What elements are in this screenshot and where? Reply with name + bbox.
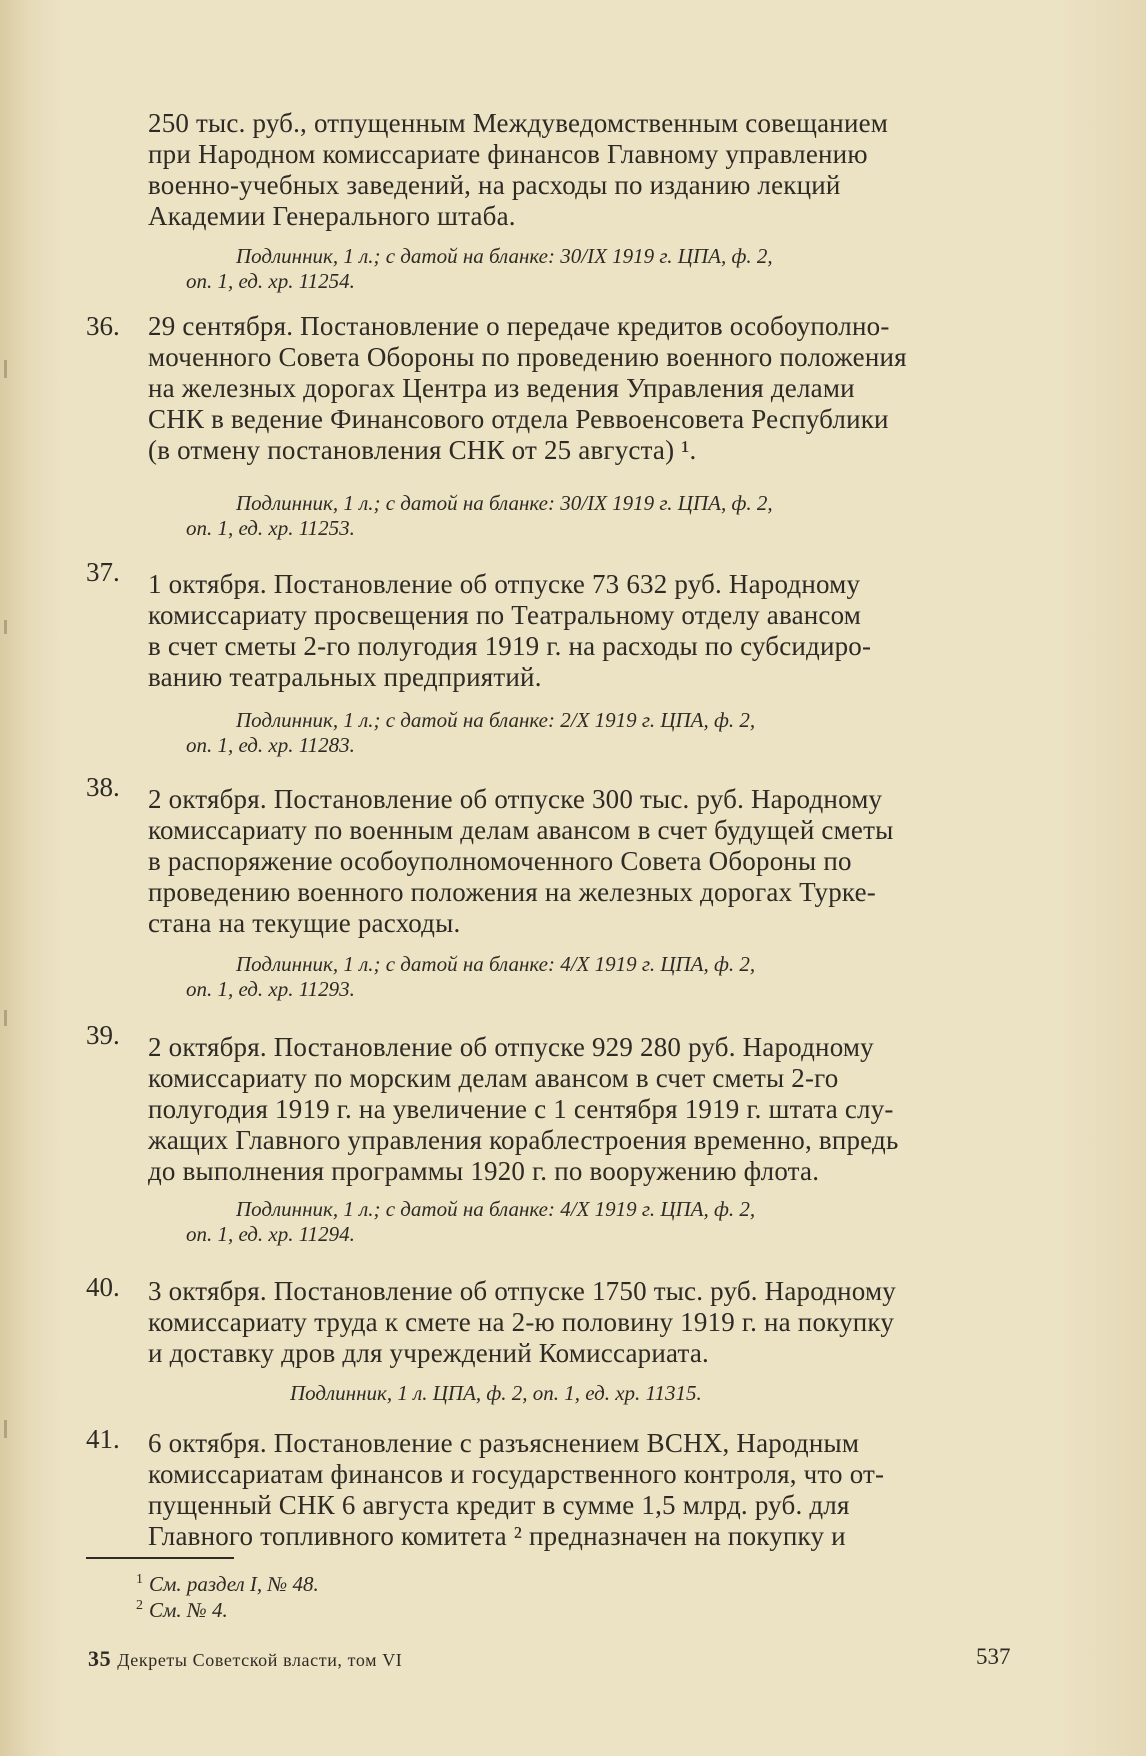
text-line: моченного Совета Обороны по проведению военного положения bbox=[148, 342, 907, 372]
text-line: при Народном комиссариате финансов Главному управлению bbox=[148, 139, 868, 169]
text-line: и доставку дров для учреждений Комиссариата. bbox=[148, 1338, 709, 1368]
text-line: СНК в ведение Финансового отдела Реввоенсовета Республики bbox=[148, 404, 889, 434]
entry-source-note bbox=[186, 491, 1024, 541]
source-line: оп. 1, ед. хр. 11293. bbox=[186, 977, 355, 1001]
entry-number: 37. bbox=[86, 557, 120, 587]
entry-number: 36. bbox=[86, 311, 120, 341]
source-line: оп. 1, ед. хр. 11294. bbox=[186, 1222, 355, 1246]
entry-number: 40. bbox=[86, 1272, 120, 1302]
page-footer-title bbox=[88, 1646, 402, 1672]
footnote-mark: 1 bbox=[136, 1572, 143, 1587]
text-line: 6 октября. Постановление с разъяснением ВСНХ, Народным bbox=[148, 1428, 860, 1458]
text-line: 250 тыс. руб., отпущенным Междуведомственным совещанием bbox=[148, 108, 889, 138]
text-line: (в отмену постановления СНК от 25 августа) ¹. bbox=[148, 435, 697, 465]
source-line: Подлинник, 1 л.; с датой на бланке: 4/X 1919 г. ЦПА, ф. 2, bbox=[236, 1197, 756, 1221]
source-line: оп. 1, ед. хр. 11254. bbox=[186, 269, 355, 293]
source-line: Подлинник, 1 л.; с датой на бланке: 30/IX 1919 г. ЦПА, ф. 2, bbox=[236, 244, 773, 268]
text-line: полугодия 1919 г. на увеличение с 1 сентября 1919 г. штата слу- bbox=[148, 1094, 894, 1124]
source-line: Подлинник, 1 л.; с датой на бланке: 4/X 1919 г. ЦПА, ф. 2, bbox=[236, 952, 756, 976]
entry-number: 38. bbox=[86, 772, 120, 802]
text-line: пущенный СНК 6 августа кредит в сумме 1,5 млрд. руб. для bbox=[148, 1490, 850, 1520]
entry-source-note bbox=[186, 1197, 1024, 1247]
source-line: Подлинник, 1 л.; с датой на бланке: 30/IX 1919 г. ЦПА, ф. 2, bbox=[236, 491, 773, 515]
entry-text bbox=[148, 311, 1024, 466]
text-line: комиссариату по военным делам авансом в счет будущей сметы bbox=[148, 815, 894, 845]
entry-source-note bbox=[186, 244, 1024, 294]
text-line: до выполнения программы 1920 г. по вооружению флота. bbox=[148, 1156, 820, 1186]
entry-number: 39. bbox=[86, 1020, 120, 1050]
entry-text bbox=[148, 784, 1024, 939]
page-number: 537 bbox=[976, 1644, 1011, 1669]
text-line: на железных дорогах Центра из ведения Управления делами bbox=[148, 373, 855, 403]
text-line: 2 октября. Постановление об отпуске 929 280 руб. Народному bbox=[148, 1032, 874, 1062]
text-line: в счет сметы 2-го полугодия 1919 г. на расходы по субсидиро- bbox=[148, 631, 872, 661]
footnote-text: См. раздел I, № 48. bbox=[149, 1572, 319, 1596]
entry-source-note bbox=[186, 952, 1024, 1002]
binding-mark bbox=[4, 620, 7, 634]
binding-mark bbox=[4, 360, 7, 378]
footnote-divider bbox=[86, 1557, 234, 1559]
binding-mark bbox=[4, 1010, 7, 1026]
text-line: 29 сентября. Постановление о передаче кредитов особоуполно- bbox=[148, 311, 890, 341]
entry-source-note bbox=[186, 708, 1024, 758]
book-title: Декреты Советской власти, том VI bbox=[117, 1650, 403, 1670]
entry-continuation-text bbox=[148, 108, 1024, 232]
entry-text bbox=[148, 1032, 1024, 1187]
text-line: комиссариату просвещения по Театральному отделу авансом bbox=[148, 600, 862, 630]
text-line: 2 октября. Постановление об отпуске 300 тыс. руб. Народному bbox=[148, 784, 883, 814]
footnote bbox=[136, 1594, 228, 1622]
text-line: ванию театральных предприятий. bbox=[148, 662, 542, 692]
signature-mark: 35 bbox=[88, 1646, 112, 1671]
text-line: проведению военного положения на железных дорогах Турке- bbox=[148, 877, 876, 907]
source-line: оп. 1, ед. хр. 11283. bbox=[186, 733, 355, 757]
entry-text bbox=[148, 1428, 1024, 1552]
text-line: комиссариату труда к смете на 2-ю половину 1919 г. на покупку bbox=[148, 1307, 895, 1337]
footnote bbox=[136, 1568, 319, 1596]
entry-text bbox=[148, 1276, 1024, 1369]
text-line: 1 октября. Постановление об отпуске 73 632 руб. Народному bbox=[148, 569, 861, 599]
text-line: комиссариатам финансов и государственного контроля, что от- bbox=[148, 1459, 885, 1489]
source-line: оп. 1, ед. хр. 11253. bbox=[186, 516, 355, 540]
text-line: в распоряжение особоуполномоченного Совета Обороны по bbox=[148, 846, 852, 876]
entry-text bbox=[148, 569, 1024, 693]
source-line: Подлинник, 1 л.; с датой на бланке: 2/X 1919 г. ЦПА, ф. 2, bbox=[236, 708, 756, 732]
binding-mark bbox=[4, 1420, 7, 1438]
text-line: 3 октября. Постановление об отпуске 1750 тыс. руб. Народному bbox=[148, 1276, 896, 1306]
text-line: комиссариату по морским делам авансом в счет сметы 2-го bbox=[148, 1063, 839, 1093]
footnote-mark: 2 bbox=[136, 1598, 143, 1613]
entry-source-note bbox=[290, 1381, 990, 1406]
text-line: стана на текущие расходы. bbox=[148, 908, 461, 938]
text-line: Главного топливного комитета ² предназначен на покупку и bbox=[148, 1521, 846, 1551]
text-line: жащих Главного управления кораблестроения временно, впредь bbox=[148, 1125, 899, 1155]
source-line: Подлинник, 1 л. ЦПА, ф. 2, оп. 1, ед. хр. 11315. bbox=[290, 1381, 702, 1405]
text-line: Академии Генерального штаба. bbox=[148, 201, 516, 231]
footnote-text: См. № 4. bbox=[149, 1598, 228, 1622]
text-line: военно-учебных заведений, на расходы по изданию лекций bbox=[148, 170, 841, 200]
entry-number: 41. bbox=[86, 1424, 120, 1454]
